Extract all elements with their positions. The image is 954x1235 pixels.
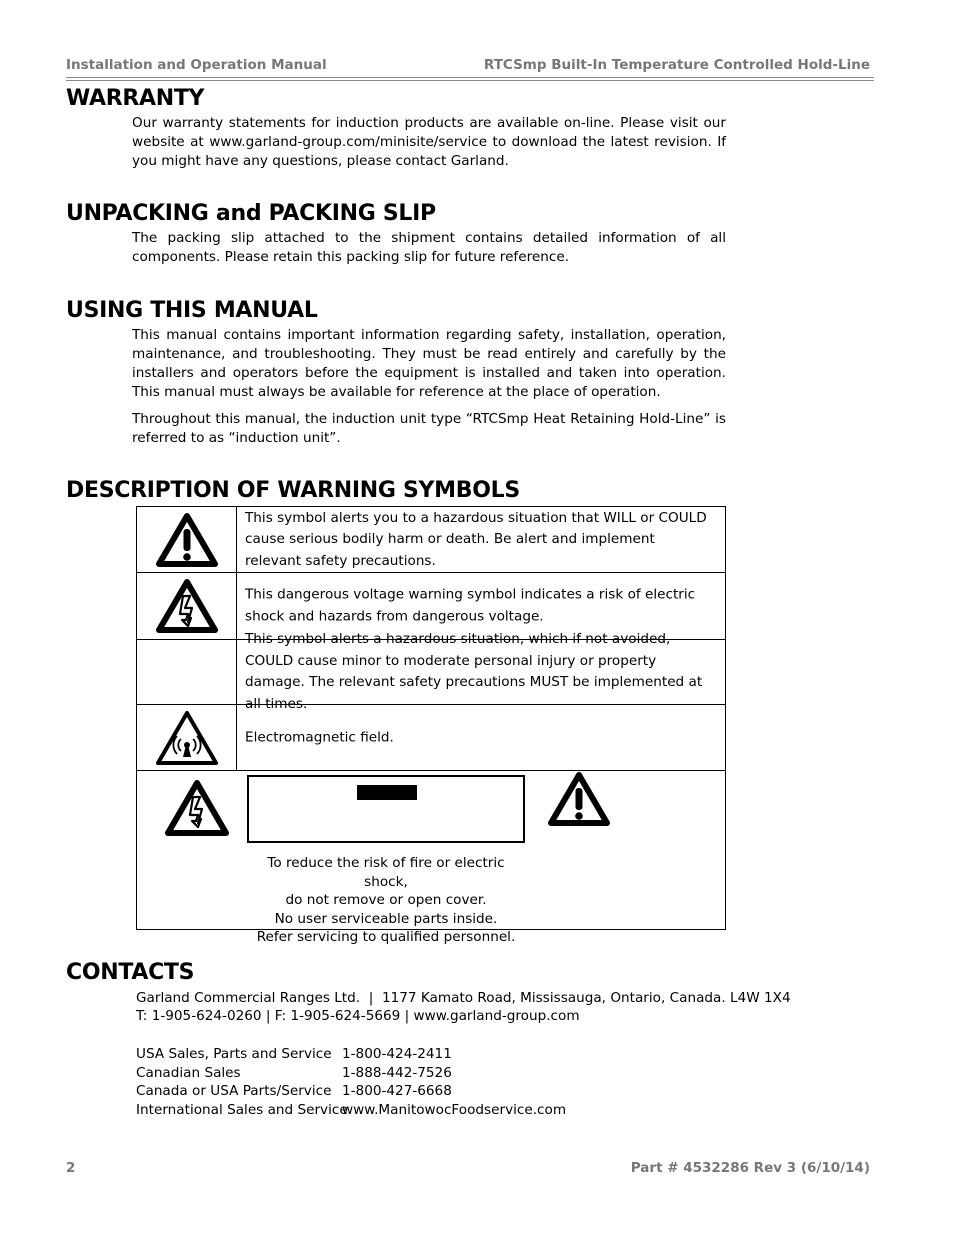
warning-symbols-table — [136, 506, 726, 945]
exclamation-warning-icon — [547, 771, 611, 827]
warning-row-text: Electromagnetic field. — [245, 728, 394, 745]
warning-row-text: This symbol alerts you to a hazardous situation that WILL or COULD cause serious bodily harm or death. Be alert and implement relevant safety precautions. — [245, 509, 707, 569]
using-manual-text-2: Throughout this manual, the induction unit type “RTCSmp Heat Retaining Hold-Line” is referred to as “induction unit”. — [132, 411, 726, 446]
unpacking-heading: UNPACKING and PACKING SLIP — [66, 201, 436, 226]
caution-text — [247, 854, 525, 947]
header-rule-top — [66, 77, 874, 78]
part-number: Part # 4532286 Rev 3 (6/10/14) — [630, 1160, 870, 1176]
contacts-phones: T: 1-905-624-0260 | F: 1-905-624-5669 | www.garland-group.com — [136, 1008, 580, 1024]
unpacking-text: The packing slip attached to the shipment contains detailed information of all components. Please retain this packing slip for future reference. — [132, 230, 726, 265]
page-number: 2 — [66, 1160, 76, 1176]
contact-value: 1-888-442-7526 — [342, 1064, 452, 1081]
warning-row — [137, 631, 725, 712]
warranty-text: Our warranty statements for induction products are available on-line. Please visit our website at www.garland-group.com/minisite/service to download the latest revision. If you might have any questions, please contact Garland. — [132, 115, 726, 169]
header-product-title: RTCSmp Built-In Temperature Controlled Hold-Line — [483, 57, 870, 73]
header-manual-title: Installation and Operation Manual — [66, 57, 327, 73]
warning-symbols-heading: DESCRIPTION OF WARNING SYMBOLS — [66, 478, 520, 503]
warranty-heading: WARRANTY — [66, 86, 205, 111]
contact-label: USA Sales, Parts and Service — [136, 1046, 332, 1062]
electromagnetic-field-warning-icon — [154, 709, 220, 767]
caution-label-row — [137, 771, 725, 945]
contact-value: www.ManitowocFoodservice.com — [342, 1101, 567, 1118]
using-manual-heading: USING THIS MANUAL — [66, 298, 318, 323]
electric-shock-warning-icon — [164, 779, 230, 837]
contact-label: Canada or USA Parts/Service — [136, 1083, 332, 1099]
contact-value: 1-800-424-2411 — [342, 1046, 452, 1062]
contact-label: Canadian Sales — [136, 1064, 241, 1081]
exclamation-warning-icon — [155, 512, 219, 568]
caution-line: To reduce the risk of fire or electric shock, — [267, 855, 505, 890]
electric-shock-warning-icon — [155, 578, 219, 634]
warning-row-icon-cell — [137, 640, 237, 704]
caution-label-bar — [357, 785, 417, 800]
header-rule-bottom — [66, 80, 874, 81]
warning-row-text: This symbol alerts a hazardous situation, which if not avoided, COULD cause minor to moderate personal injury or property damage. The relevant safety precautions MUST be implemented at all times. — [245, 631, 703, 712]
warning-row-text: This dangerous voltage warning symbol indicates a risk of electric shock and hazards from dangerous voltage. — [245, 586, 696, 624]
caution-label-box — [247, 775, 525, 843]
caution-line: do not remove or open cover. — [285, 892, 487, 908]
warning-row-icon-cell — [137, 573, 237, 639]
caution-line: No user serviceable parts inside. — [274, 910, 498, 927]
warning-row-icon-cell — [137, 705, 237, 770]
contact-value: 1-800-427-6668 — [342, 1083, 452, 1099]
page-header — [66, 57, 870, 75]
warning-row — [137, 507, 725, 573]
contacts-address: Garland Commercial Ranges Ltd. | 1177 Kamato Road, Mississauga, Ontario, Canada. L4W 1X4 — [136, 990, 791, 1006]
warning-row — [137, 705, 725, 771]
using-manual-text-1: This manual contains important information regarding safety, installation, operation, maintenance, and troubleshooting. They must be read entirely and carefully by the installers and operators before the equipment is installed and taken into operation. This manual must always be available for reference at the place of operation. — [132, 327, 726, 400]
contact-label: International Sales and Service — [136, 1101, 348, 1118]
caution-line: Refer servicing to qualified personnel. — [256, 929, 516, 945]
page-footer — [66, 1160, 870, 1178]
warning-row-icon-cell — [137, 507, 237, 572]
contacts-heading: CONTACTS — [66, 960, 195, 985]
